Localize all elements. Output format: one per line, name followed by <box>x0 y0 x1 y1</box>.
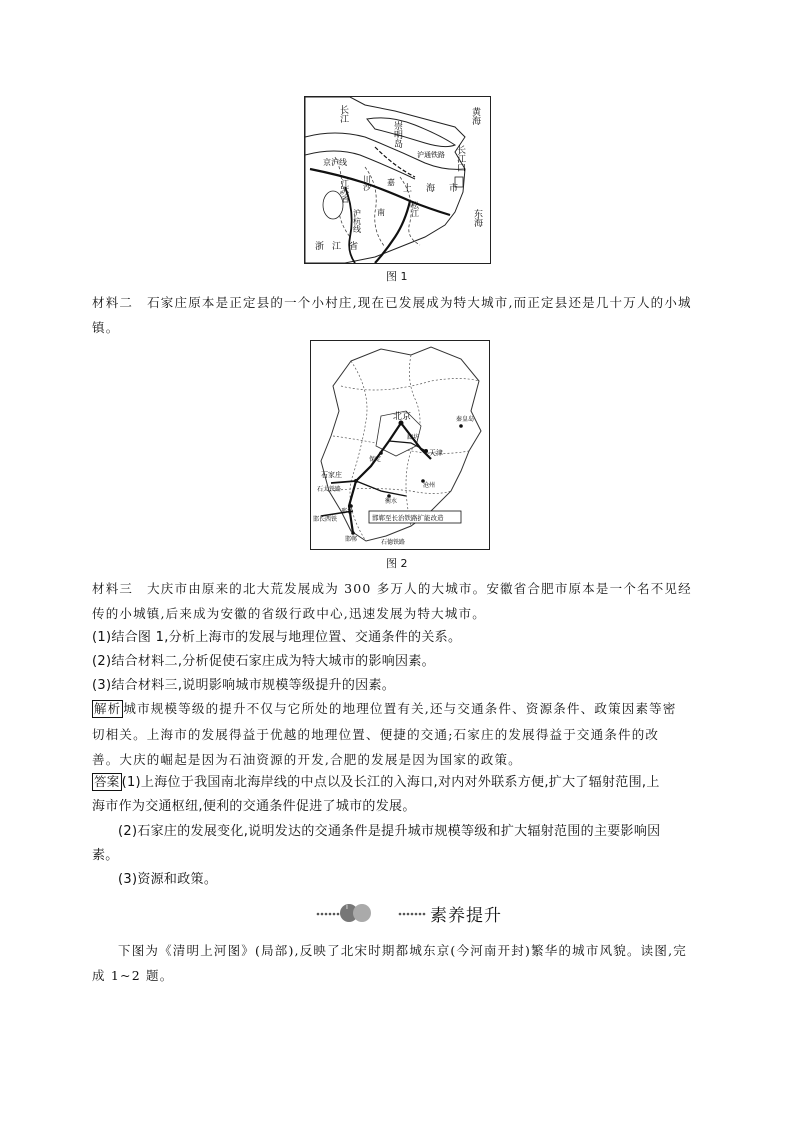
figure2-map <box>310 340 490 550</box>
answer-text1: (1)上海位于我国南北海岸线的中点以及长江的入海口,对内对外联系方便,扩大了辐射范围,上 <box>121 775 660 790</box>
fig2-label-beijing: 北京 <box>393 412 412 422</box>
fig2-label-qinhuangdao: 秦皇岛 <box>456 416 475 423</box>
material2-paragraph <box>92 290 704 340</box>
answer-line4: 素。 <box>92 848 119 863</box>
fig1-label-jiangsu: 江苏省 <box>340 179 350 203</box>
fig1-label-changjiang: 长江 <box>338 105 348 123</box>
analysis-line2: 切相关。上海市的发展得益于优越的地理位置、便捷的交通;石家庄的发展得益于交通条件的改 <box>92 727 660 742</box>
banner-title: 素养提升 <box>430 906 502 926</box>
fig1-label-huanghai: 黄海 <box>470 107 480 125</box>
analysis-text1: 城市规模等级的提升不仅与它所处的地理位置有关,还与交通条件、资源条件、政策因素等密 <box>123 701 677 716</box>
material3-line1 <box>92 576 704 601</box>
fig1-label-nan: 南 <box>377 208 385 217</box>
fig1-label-chuan: 川沙 <box>362 175 372 191</box>
answer-line3: (2)石家庄的发展变化,说明发达的交通条件是提升城市规模等级和扩大辐射范围的主要影响因 <box>118 824 661 839</box>
question-1: (1)结合图 1,分析上海市的发展与地理位置、交通条件的关系。 <box>92 630 462 645</box>
fig2-label-handan: 邯郸 <box>345 536 358 543</box>
fig2-label-shijiazhuang: 石家庄 <box>321 471 342 479</box>
intro-line1: 下图为《清明上河图》(局部),反映了北宋时期都城东京(今河南开封)繁华的城市风貌。读图,完 <box>118 943 687 958</box>
fig1-label-chongming: 崇明岛 <box>392 121 402 148</box>
answer-line5: (3)资源和政策。 <box>118 872 218 887</box>
fig1-label-songjiang: 松江 <box>410 201 420 217</box>
figure1-svg <box>305 97 490 263</box>
answer-line1 <box>92 771 660 795</box>
fig2-label-baoding: 保定 <box>369 456 382 463</box>
answer-line2: 海市作为交通枢纽,便利的交通条件促进了城市的发展。 <box>92 799 416 814</box>
fig2-label-jiangxi: 邯长西铁 <box>313 516 338 523</box>
fig2-label-langfang: 廊坊 <box>407 434 420 441</box>
question-2: (2)结合材料二,分析促使石家庄成为特大城市的影响因素。 <box>92 654 435 669</box>
figure2-caption: 图 2 <box>386 557 408 570</box>
fig2-label-xingtai: 邢台 <box>341 508 354 515</box>
fig1-label-jingsha: 京沪线 <box>323 158 347 167</box>
fig2-label-shide: 石德铁路 <box>381 539 406 546</box>
figure1-caption: 图 1 <box>386 270 408 283</box>
material2-text: 石家庄原本是正定县的一个小村庄,现在已发展成为特大城市,而正定县还是几十万人的小城镇。 <box>92 295 692 335</box>
fig1-label-huhang: 沪杭线 <box>352 209 362 233</box>
analysis-tag: 解析 <box>94 701 122 716</box>
analysis-line3: 善。大庆的崛起是因为石油资源的开发,合肥的发展是因为国家的政策。 <box>92 752 522 767</box>
fig1-label-zhejiang: 浙江省 <box>315 242 367 252</box>
fig1-label-hutong: 沪通铁路 <box>417 151 445 159</box>
fig1-label-shanghai: 上海市 <box>403 184 473 194</box>
material3-line2: 传的小城镇,后来成为安徽的省级行政中心,迅速发展为特大城市。 <box>92 606 486 621</box>
analysis-line1 <box>92 696 677 721</box>
material3-text1: 大庆市由原来的北大荒发展成为 300 多万人的大城市。安徽省合肥市原本是一个名不见经 <box>147 581 692 596</box>
material3-label: 材料三 <box>92 581 134 596</box>
fig1-label-changjiangkou: 长江口 <box>455 145 465 172</box>
intro-line2: 成 1~2 题。 <box>92 968 174 983</box>
question-3: (3)结合材料三,说明影响城市规模等级提升的因素。 <box>92 678 396 693</box>
fig2-label-note: 邯郸至长治铁路扩能改造 <box>372 514 444 522</box>
fig1-label-jiading: 嘉 <box>387 178 395 187</box>
material2-label: 材料二 <box>92 295 134 310</box>
figure2-svg <box>311 341 489 549</box>
fig2-label-tianjin: 天津 <box>429 449 443 457</box>
section-banner <box>316 900 516 926</box>
answer-tag: 答案 <box>94 774 120 789</box>
svg-text:i: i <box>346 903 348 911</box>
fig1-label-dongshai: 东海 <box>472 209 482 227</box>
figure1-map <box>304 96 491 264</box>
fig2-label-hengshui: 衡水 <box>385 498 398 505</box>
fig2-label-cangzhou: 沧州 <box>423 482 436 489</box>
fig2-label-shitai: 石太铁路 <box>317 486 342 493</box>
